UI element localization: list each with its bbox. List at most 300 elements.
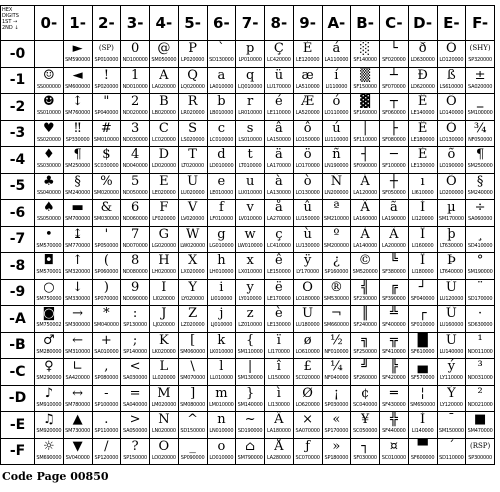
cell-glyph: m bbox=[215, 385, 228, 401]
cell-glyph: t bbox=[247, 147, 253, 162]
cell-glyph: ⌂ bbox=[245, 438, 256, 454]
code-cell bbox=[121, 41, 150, 68]
code-cell bbox=[265, 147, 294, 174]
cell-char-id: SM660000 bbox=[323, 322, 349, 328]
code-cell bbox=[408, 438, 437, 465]
code-row bbox=[1, 41, 495, 68]
cell-char-id: SP180000 bbox=[324, 454, 349, 461]
cell-glyph: g bbox=[217, 226, 226, 242]
row-header: -C bbox=[1, 359, 35, 386]
cell-glyph: f bbox=[218, 200, 224, 215]
code-page-table bbox=[0, 5, 495, 465]
code-cell bbox=[408, 147, 437, 174]
cell-glyph: ‼ bbox=[74, 120, 82, 136]
code-cell bbox=[322, 279, 351, 306]
code-cell bbox=[236, 147, 265, 174]
cell-char-id: LA010000 bbox=[209, 83, 234, 90]
cell-glyph: = bbox=[129, 385, 141, 401]
code-cell bbox=[35, 41, 64, 68]
cell-char-id: LF020000 bbox=[152, 216, 176, 222]
cell-glyph: ² bbox=[477, 385, 483, 401]
code-cell bbox=[437, 438, 466, 465]
cell-char-id: ND080000 bbox=[122, 269, 148, 275]
cell-glyph: é bbox=[275, 94, 283, 109]
code-cell bbox=[408, 385, 437, 412]
cell-glyph: * bbox=[103, 306, 110, 321]
cell-glyph: u bbox=[245, 173, 255, 189]
row-header: -3 bbox=[1, 120, 35, 147]
code-cell bbox=[236, 173, 265, 200]
cell-glyph: p bbox=[245, 41, 255, 56]
cell-glyph: ╚ bbox=[389, 253, 398, 268]
cell-char-id: LT630000 bbox=[440, 242, 463, 249]
cell-glyph: à bbox=[274, 173, 283, 189]
column-header: D- bbox=[408, 6, 437, 41]
cell-glyph: ♦ bbox=[43, 147, 55, 162]
code-cell bbox=[178, 332, 207, 359]
cell-glyph: ¶ bbox=[73, 147, 82, 162]
code-cell bbox=[322, 359, 351, 386]
row-header: -7 bbox=[1, 226, 35, 253]
cell-glyph: ◙ bbox=[42, 306, 56, 321]
code-cell bbox=[207, 226, 236, 253]
cell-char-id: LO620000 bbox=[295, 401, 320, 408]
cell-char-id: LA510000 bbox=[295, 83, 320, 90]
cell-glyph: Í bbox=[420, 200, 426, 215]
cell-glyph: ┼ bbox=[389, 173, 398, 189]
code-cell bbox=[265, 94, 294, 121]
cell-glyph: L bbox=[159, 359, 169, 374]
cell-char-id: LI140000 bbox=[411, 428, 434, 434]
cell-char-id: SP010000 bbox=[94, 57, 119, 63]
code-cell bbox=[293, 173, 322, 200]
code-cell bbox=[207, 385, 236, 412]
cell-glyph: ♫ bbox=[43, 412, 55, 427]
code-cell bbox=[63, 359, 92, 386]
cell-char-id: SM590000 bbox=[65, 57, 91, 63]
cell-glyph: $ bbox=[102, 147, 111, 162]
code-row bbox=[1, 412, 495, 439]
cell-char-id: SA010000 bbox=[94, 348, 119, 355]
code-cell bbox=[92, 226, 121, 253]
code-cell bbox=[408, 94, 437, 121]
code-cell bbox=[92, 173, 121, 200]
code-cell bbox=[466, 226, 495, 253]
cell-char-id: SM050000 bbox=[151, 57, 177, 63]
cell-char-id: SA070000 bbox=[295, 428, 320, 434]
code-row bbox=[1, 120, 495, 147]
cell-char-id: LO140000 bbox=[439, 110, 464, 116]
cell-char-id: LA150000 bbox=[266, 136, 291, 143]
code-cell bbox=[236, 67, 265, 94]
corner-second-label: 2ND ↓ bbox=[2, 25, 19, 31]
code-cell bbox=[207, 438, 236, 465]
code-cell bbox=[408, 41, 437, 68]
code-cell bbox=[63, 385, 92, 412]
cell-char-id: SM100000 bbox=[467, 110, 493, 116]
cell-char-id: SM240000 bbox=[65, 189, 91, 196]
cell-glyph: ═ bbox=[389, 385, 398, 401]
cell-char-id: LI150000 bbox=[268, 375, 290, 381]
cell-char-id: ND040000 bbox=[122, 163, 148, 169]
code-cell bbox=[178, 306, 207, 333]
cell-glyph: r bbox=[247, 94, 254, 109]
code-cell bbox=[466, 412, 495, 439]
code-cell bbox=[322, 412, 351, 439]
code-cell bbox=[35, 226, 64, 253]
cell-glyph: 2 bbox=[130, 94, 140, 109]
cell-char-id: SM750002 bbox=[36, 322, 62, 328]
cell-glyph: ◄ bbox=[72, 67, 83, 83]
code-cell bbox=[437, 279, 466, 306]
code-cell bbox=[322, 200, 351, 227]
cell-glyph: Ò bbox=[446, 120, 457, 136]
cell-char-id: SF150000 bbox=[353, 83, 377, 90]
cell-char-id: SF080000 bbox=[382, 136, 406, 143]
cell-glyph: Ç bbox=[273, 41, 284, 56]
cell-glyph: ø bbox=[303, 332, 312, 348]
cell-char-id: SF430000 bbox=[382, 401, 406, 408]
cell-glyph: ¡ bbox=[333, 385, 339, 401]
cell-glyph: \ bbox=[190, 359, 195, 374]
code-cell bbox=[380, 332, 409, 359]
cell-char-id: LO190000 bbox=[439, 163, 464, 169]
code-row bbox=[1, 147, 495, 174]
code-cell bbox=[322, 438, 351, 465]
cell-glyph: W bbox=[185, 226, 200, 242]
cell-char-id: ND090000 bbox=[122, 295, 148, 302]
cell-glyph: s bbox=[246, 120, 254, 136]
column-header: 1- bbox=[63, 6, 92, 41]
code-cell bbox=[466, 385, 495, 412]
cell-char-id: LE130000 bbox=[410, 163, 435, 169]
cell-char-id: SC070000 bbox=[295, 454, 320, 461]
cell-glyph: ← bbox=[72, 332, 84, 348]
cell-glyph: Ô bbox=[446, 94, 457, 109]
code-cell bbox=[35, 412, 64, 439]
column-header: 3- bbox=[121, 6, 150, 41]
cell-glyph: l bbox=[219, 359, 224, 374]
code-cell bbox=[466, 306, 495, 333]
cell-glyph: ¨ bbox=[476, 279, 484, 295]
code-cell bbox=[236, 120, 265, 147]
cell-glyph: 0 bbox=[130, 41, 140, 56]
code-cell bbox=[293, 41, 322, 68]
cell-char-id: SA060000 bbox=[468, 216, 493, 222]
cell-glyph: ○ bbox=[43, 279, 55, 295]
cell-char-id: LO120000 bbox=[439, 57, 464, 63]
cell-char-id: SF260000 bbox=[353, 375, 377, 381]
cell-glyph: c bbox=[217, 120, 226, 136]
cell-char-id: LU140000 bbox=[439, 348, 464, 355]
cell-glyph: ° bbox=[476, 253, 484, 268]
cell-glyph: ¬ bbox=[330, 306, 342, 321]
row-header: -1 bbox=[1, 67, 35, 94]
cell-char-id: SF570000 bbox=[410, 375, 435, 381]
cell-char-id: LQ020000 bbox=[180, 83, 205, 90]
cell-char-id: SP050000 bbox=[94, 242, 119, 249]
code-cell bbox=[178, 279, 207, 306]
cell-char-id: LU150000 bbox=[295, 216, 320, 222]
cell-glyph: z bbox=[246, 306, 254, 321]
code-cell bbox=[265, 173, 294, 200]
cell-char-id: SM650000 bbox=[410, 401, 436, 408]
code-row bbox=[1, 385, 495, 412]
code-cell bbox=[121, 306, 150, 333]
cell-char-id: SM150000 bbox=[438, 428, 464, 434]
cell-glyph: ♠ bbox=[43, 200, 55, 215]
code-cell bbox=[380, 385, 409, 412]
code-cell bbox=[207, 120, 236, 147]
cell-char-id: SP110000 bbox=[94, 428, 119, 434]
cell-char-id: SM210000 bbox=[323, 216, 349, 222]
cell-glyph: » bbox=[332, 438, 341, 454]
code-cell bbox=[121, 332, 150, 359]
cell-glyph: < bbox=[129, 359, 141, 374]
code-cell bbox=[178, 41, 207, 68]
cell-char-id: SM770000 bbox=[65, 242, 91, 249]
cell-char-id: LS010000 bbox=[238, 136, 262, 143]
cell-glyph: æ bbox=[301, 67, 314, 83]
cell-glyph: § bbox=[74, 173, 81, 189]
cell-glyph: á bbox=[332, 41, 341, 56]
code-cell bbox=[207, 253, 236, 280]
cell-char-id: LA270000 bbox=[266, 216, 291, 222]
code-cell bbox=[293, 67, 322, 94]
cell-char-id: SP070000 bbox=[94, 295, 119, 302]
cell-char-id: SF390000 bbox=[382, 295, 406, 302]
cell-glyph: ╩ bbox=[389, 306, 398, 321]
code-cell bbox=[207, 306, 236, 333]
cell-char-id: LI610000 bbox=[411, 189, 434, 196]
cell-glyph: ╠ bbox=[389, 359, 398, 374]
cell-char-id: LO110000 bbox=[324, 110, 349, 116]
cell-char-id: SF420000 bbox=[382, 375, 406, 381]
cell-char-id: LA180000 bbox=[266, 428, 291, 434]
code-cell bbox=[92, 41, 121, 68]
cell-char-id: SF440000 bbox=[382, 428, 406, 434]
cell-char-id: LA160000 bbox=[353, 216, 378, 222]
cell-char-id: SM320000 bbox=[65, 269, 91, 275]
row-header: -E bbox=[1, 412, 35, 439]
cell-glyph: è bbox=[275, 306, 283, 321]
row-header: -8 bbox=[1, 253, 35, 280]
cell-char-id: SF230000 bbox=[353, 295, 377, 302]
cell-char-id: SM010000 bbox=[93, 136, 119, 143]
cell-glyph: ┘ bbox=[418, 279, 427, 295]
code-cell bbox=[121, 67, 150, 94]
cell-char-id: LE150000 bbox=[267, 269, 291, 275]
cell-char-id: LI180000 bbox=[411, 269, 434, 275]
cell-glyph: ↨ bbox=[72, 226, 84, 242]
cell-glyph: q bbox=[245, 67, 255, 83]
cell-char-id: LR020000 bbox=[180, 110, 205, 116]
cell-char-id: SA050000 bbox=[123, 428, 148, 434]
code-cell bbox=[437, 120, 466, 147]
cell-char-id: LZ010000 bbox=[238, 322, 262, 328]
cell-glyph: ▓ bbox=[360, 94, 371, 109]
code-page-body bbox=[1, 41, 495, 465]
cell-char-id: LI130000 bbox=[268, 401, 290, 408]
code-cell bbox=[265, 67, 294, 94]
code-cell bbox=[178, 120, 207, 147]
cell-char-id: SM530000 bbox=[323, 295, 349, 302]
code-cell bbox=[92, 200, 121, 227]
code-row bbox=[1, 332, 495, 359]
code-row bbox=[1, 200, 495, 227]
code-cell bbox=[380, 279, 409, 306]
column-header: 7- bbox=[236, 6, 265, 41]
code-cell bbox=[437, 200, 466, 227]
code-cell bbox=[35, 359, 64, 386]
cell-glyph: J bbox=[161, 306, 167, 321]
cell-glyph: a bbox=[217, 67, 226, 83]
cell-glyph: ı bbox=[420, 173, 425, 189]
code-cell bbox=[265, 253, 294, 280]
code-cell bbox=[92, 385, 121, 412]
code-cell bbox=[207, 173, 236, 200]
cell-char-id: LX020000 bbox=[180, 269, 205, 275]
cell-char-id: LE180000 bbox=[410, 136, 435, 143]
cell-glyph: § bbox=[476, 173, 484, 189]
code-cell bbox=[380, 226, 409, 253]
code-cell bbox=[207, 412, 236, 439]
code-cell bbox=[265, 332, 294, 359]
cell-char-id: SS020000 bbox=[36, 136, 61, 143]
cell-char-id: SD190000 bbox=[237, 428, 263, 434]
cell-glyph: ; bbox=[132, 332, 138, 348]
code-cell bbox=[121, 279, 150, 306]
cell-glyph: @ bbox=[157, 41, 171, 56]
cell-char-id: LS610000 bbox=[439, 83, 464, 90]
code-cell bbox=[322, 226, 351, 253]
cell-char-id: LA520000 bbox=[295, 110, 320, 116]
code-cell bbox=[35, 438, 64, 465]
cell-glyph: o bbox=[217, 438, 226, 454]
cell-glyph: ¥ bbox=[360, 412, 370, 427]
cell-char-id: ND100000 bbox=[122, 57, 148, 63]
cell-char-id: LO130000 bbox=[295, 189, 320, 196]
cell-glyph: ± bbox=[474, 67, 486, 83]
code-cell bbox=[207, 67, 236, 94]
cell-glyph: Þ bbox=[446, 253, 456, 268]
cell-glyph: ç bbox=[275, 226, 283, 242]
cell-glyph: ÷ bbox=[474, 200, 486, 215]
cell-glyph: 1 bbox=[130, 67, 140, 83]
cell-glyph: ♥ bbox=[43, 120, 55, 136]
code-cell bbox=[121, 226, 150, 253]
code-cell bbox=[351, 200, 380, 227]
code-cell bbox=[92, 253, 121, 280]
cell-char-id: LP010000 bbox=[238, 57, 262, 63]
cell-glyph: { bbox=[245, 332, 255, 348]
code-cell bbox=[35, 385, 64, 412]
code-cell bbox=[322, 94, 351, 121]
cell-glyph: , bbox=[104, 359, 109, 374]
cell-char-id: LO170000 bbox=[295, 163, 320, 169]
code-cell bbox=[408, 279, 437, 306]
code-cell bbox=[150, 306, 179, 333]
cell-char-id: SM910000 bbox=[36, 401, 62, 408]
cell-glyph: # bbox=[100, 120, 112, 136]
cell-char-id: LV020000 bbox=[181, 216, 205, 222]
code-cell bbox=[351, 173, 380, 200]
cell-char-id: SM070000 bbox=[180, 375, 206, 381]
cell-glyph: ┌ bbox=[418, 306, 427, 321]
cell-char-id: SP140000 bbox=[123, 348, 147, 355]
cell-char-id: ND031000 bbox=[467, 375, 493, 381]
code-cell bbox=[150, 41, 179, 68]
cell-glyph: ┤ bbox=[361, 147, 370, 162]
cell-char-id: SM280000 bbox=[36, 348, 62, 355]
code-cell bbox=[322, 306, 351, 333]
cell-glyph: b bbox=[217, 94, 226, 109]
code-cell bbox=[466, 147, 495, 174]
code-cell bbox=[380, 359, 409, 386]
cell-char-id: LL010000 bbox=[209, 375, 233, 381]
code-cell bbox=[236, 306, 265, 333]
cell-glyph: ³ bbox=[477, 359, 483, 374]
code-cell bbox=[236, 279, 265, 306]
cell-char-id: SP150000 bbox=[123, 454, 147, 461]
cell-glyph: ├ bbox=[389, 120, 398, 136]
cell-char-id: LF010000 bbox=[209, 216, 233, 222]
code-cell bbox=[207, 41, 236, 68]
code-cell bbox=[351, 120, 380, 147]
code-cell bbox=[293, 94, 322, 121]
cell-char-id: SF110000 bbox=[353, 136, 377, 143]
code-cell bbox=[150, 147, 179, 174]
code-cell bbox=[178, 385, 207, 412]
cell-glyph: : bbox=[132, 306, 138, 321]
cell-glyph: ê bbox=[275, 253, 283, 268]
cell-char-id: LN190000 bbox=[324, 163, 349, 169]
cell-char-id: LW020000 bbox=[180, 242, 205, 249]
cell-char-id: LA120000 bbox=[353, 189, 378, 196]
cell-glyph: ú bbox=[332, 120, 341, 136]
cell-char-id: LE020000 bbox=[152, 189, 176, 196]
cell-char-id: LA200000 bbox=[381, 242, 406, 249]
cell-char-id: SF400000 bbox=[382, 322, 406, 328]
cell-glyph: ¯ bbox=[448, 412, 455, 427]
cell-char-id: LA280000 bbox=[266, 454, 291, 461]
cell-char-id: SM690000 bbox=[36, 454, 62, 461]
cell-glyph: ↕ bbox=[72, 94, 84, 109]
cell-glyph: ♂ bbox=[43, 332, 55, 348]
code-cell bbox=[351, 332, 380, 359]
cell-char-id: SM330000 bbox=[65, 295, 91, 302]
code-cell bbox=[293, 385, 322, 412]
cell-char-id: LY020000 bbox=[181, 295, 204, 302]
code-cell bbox=[150, 332, 179, 359]
cell-glyph: [ bbox=[190, 332, 196, 348]
code-cell bbox=[466, 67, 495, 94]
code-cell bbox=[121, 147, 150, 174]
code-cell bbox=[236, 94, 265, 121]
code-row bbox=[1, 306, 495, 333]
cell-glyph: È bbox=[417, 147, 428, 162]
code-cell bbox=[178, 438, 207, 465]
cell-glyph: ü bbox=[274, 67, 284, 83]
cell-char-id: LO130000 bbox=[439, 136, 464, 143]
cell-glyph: 8 bbox=[130, 253, 140, 268]
cell-char-id: LM010000 bbox=[209, 401, 234, 408]
cell-char-id: SM570001 bbox=[36, 269, 62, 275]
cell-glyph: º bbox=[333, 226, 340, 242]
code-cell bbox=[265, 200, 294, 227]
code-cell bbox=[92, 306, 121, 333]
cell-char-id: LI110000 bbox=[325, 83, 348, 90]
